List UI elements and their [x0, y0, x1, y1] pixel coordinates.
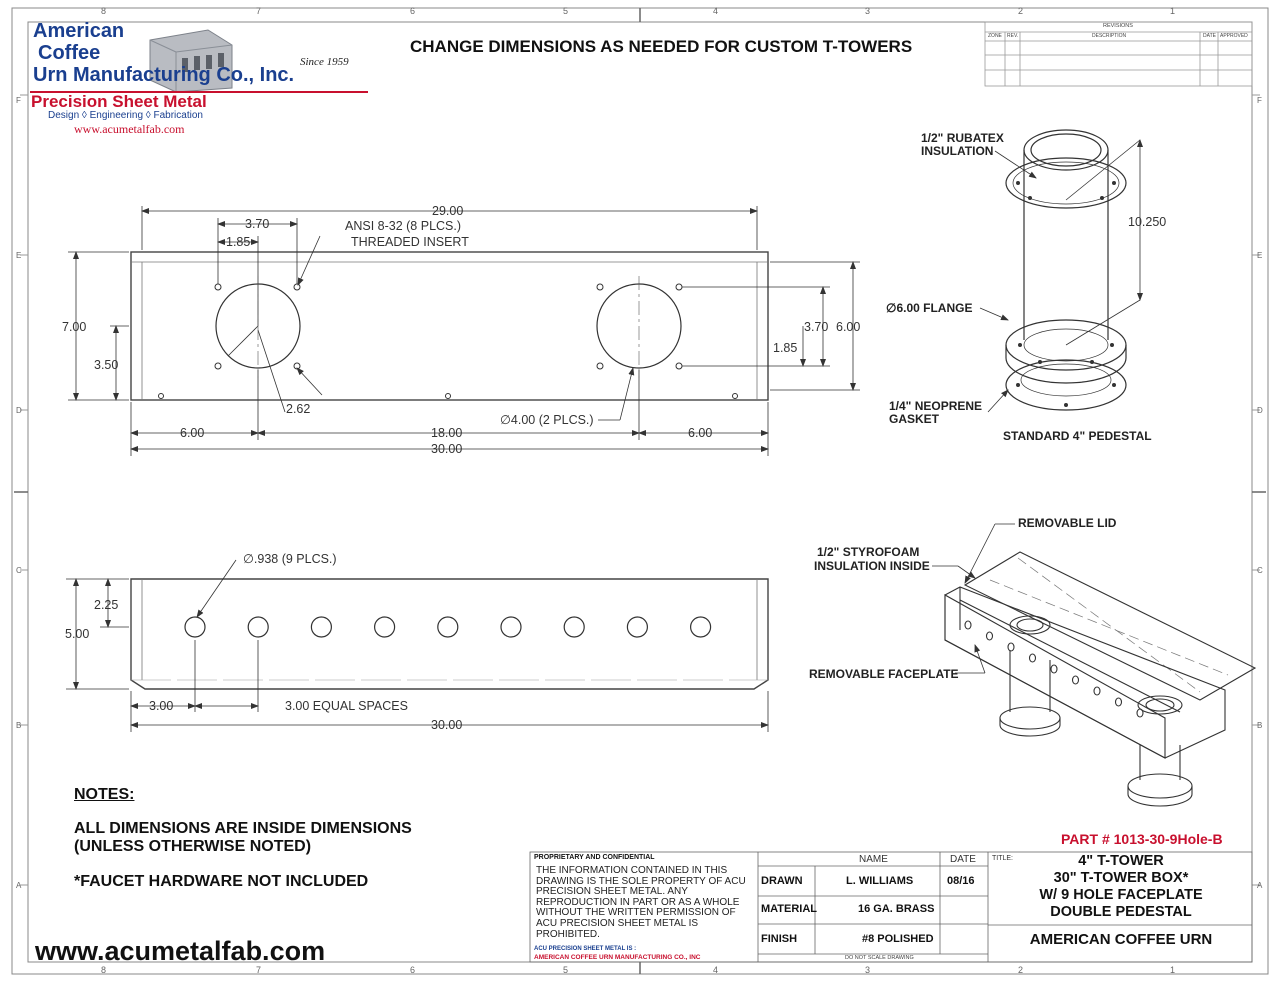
prop-foot-1: ACU PRECISION SHEET METAL IS : — [534, 946, 637, 952]
faceplate-hole — [185, 617, 205, 637]
iso-faceplate-hole — [987, 632, 993, 640]
label-styrofoam-2: INSULATION INSIDE — [814, 559, 930, 573]
dim-overall-top: 29.00 — [432, 204, 464, 218]
title-header: TITLE: — [992, 855, 1014, 862]
faceplate-hole — [501, 617, 521, 637]
zone-ticks — [20, 95, 1260, 885]
page-title: CHANGE DIMENSIONS AS NEEDED FOR CUSTOM T-TOWERS — [410, 37, 913, 56]
finish-value: #8 POLISHED — [862, 933, 934, 945]
label-styrofoam: 1/2" STYROFOAM — [817, 545, 920, 559]
faceplate-hole — [627, 617, 647, 637]
notes-line-3: *FAUCET HARDWARE NOT INCLUDED — [74, 873, 369, 890]
faceplate-hole — [564, 617, 584, 637]
iso-faceplate-hole — [1051, 665, 1057, 673]
prop-foot-2: AMERICAN COFFEE URN MANUFACTURING CO., INC — [534, 954, 701, 961]
label-insulation: 1/2" RUBATEX — [921, 131, 1004, 145]
iso-faceplate-hole — [965, 621, 971, 629]
label-gasket-2: GASKET — [889, 412, 940, 426]
logo-line-3: Urn Manufacturing Co., Inc. — [33, 64, 295, 86]
revisions-table — [985, 22, 1252, 86]
insert-note-2: THREADED INSERT — [351, 235, 469, 249]
dim-hole-dia: ∅4.00 (2 PLCS.) — [500, 413, 594, 427]
dim-overall-bottom: 30.00 — [431, 442, 463, 456]
faceplate-hole — [311, 617, 331, 637]
faceplate-hole — [375, 617, 395, 637]
dim-center-spacing: 18.00 — [431, 426, 463, 440]
dim-first-hole: 3.00 — [149, 699, 174, 713]
iso-box-view — [932, 524, 1255, 806]
iso-faceplate-hole — [1008, 643, 1014, 651]
border-zone-bottom: 8 7 6 5 4 3 2 1 — [101, 965, 1176, 975]
dim-faceplate-height: 5.00 — [65, 627, 90, 641]
company-name: AMERICAN COFFEE URN — [1029, 931, 1213, 948]
notes-heading: NOTES: — [74, 786, 135, 803]
faceplate-hole — [438, 617, 458, 637]
dim-equal-spaces: 3.00 EQUAL SPACES — [285, 699, 408, 713]
title-line-2: 30" T-TOWER BOX* — [1053, 870, 1189, 886]
logo-since: Since 1959 — [300, 56, 349, 68]
part-number: PART # 1013-30-9Hole-B — [1061, 831, 1223, 847]
iso-faceplate-hole — [1073, 676, 1079, 684]
notes-line-2: (UNLESS OTHERWISE NOTED) — [74, 838, 312, 855]
logo-line-1: American — [33, 20, 125, 42]
title-line-1: 4" T-TOWER — [1078, 853, 1164, 869]
label-gasket: 1/4" NEOPRENE — [889, 399, 983, 413]
border-zone-top: 8 7 6 5 4 3 2 1 — [101, 6, 1176, 16]
label-flange: ∅6.00 FLANGE — [886, 301, 973, 315]
label-removable-faceplate: REMOVABLE FACEPLATE — [809, 667, 959, 681]
iso-faceplate-hole — [1094, 687, 1100, 695]
faceplate-hole-note: ∅.938 (9 PLCS.) — [243, 552, 337, 566]
dim-hole-half: 1.85 — [226, 235, 251, 249]
dim-half-height: 3.50 — [94, 358, 119, 372]
insert-note-1: ANSI 8-32 (8 PLCS.) — [345, 219, 462, 233]
date-header: DATE — [950, 854, 976, 865]
drawn-label: DRAWN — [761, 875, 803, 887]
dim-radius: 2.62 — [286, 402, 311, 416]
footer-url[interactable]: www.acumetalfab.com — [35, 936, 326, 966]
dim-inner-height: 6.00 — [836, 320, 861, 334]
drawing-title — [990, 853, 1252, 921]
dim-right-half: 1.85 — [773, 341, 798, 355]
finish-label: FINISH — [761, 933, 798, 945]
logo-line-2: Coffee — [38, 42, 101, 64]
dim-hole-spacing: 3.70 — [245, 217, 270, 231]
dim-height: 7.00 — [62, 320, 87, 334]
prop-heading: PROPRIETARY AND CONFIDENTIAL — [534, 854, 655, 861]
title-line-4: DOUBLE PEDESTAL — [1050, 904, 1192, 920]
dim-hole-center: 2.25 — [94, 598, 119, 612]
dim-faceplate-overall: 30.00 — [431, 718, 463, 732]
faceplate-hole — [248, 617, 268, 637]
material-label: MATERIAL — [761, 903, 818, 915]
drawn-name: L. WILLIAMS — [846, 875, 914, 887]
logo-tagline: Design ◊ Engineering ◊ Fabrication — [48, 110, 203, 121]
material-value: 16 GA. BRASS — [858, 903, 935, 915]
no-scale-note: DO NOT SCALE DRAWING — [845, 955, 914, 961]
iso-faceplate-hole — [1030, 654, 1036, 662]
front-view-dims — [62, 204, 860, 456]
prop-text: THE INFORMATION CONTAINED IN THIS DRAWING IS THE SOLE PROPERTY OF ACU PRECISION SHEET METAL. ANY REPRODUCTION IN PART OR AS A WHOLE WITHOUT THE WRITTEN PERMISSION OF ACU PRECISION SHEET METAL IS PROHIBITED. — [536, 865, 746, 940]
dim-pedestal-height: 10.250 — [1128, 215, 1167, 229]
notes-line-1: ALL DIMENSIONS ARE INSIDE DIMENSIONS — [74, 820, 412, 837]
title-line-3: W/ 9 HOLE FACEPLATE — [1039, 887, 1203, 903]
drawn-date: 08/16 — [947, 875, 975, 887]
faceplate-holes — [185, 617, 711, 637]
name-header: NAME — [859, 854, 888, 865]
dim-right-spacing: 3.70 — [804, 320, 829, 334]
dim-right-offset: 6.00 — [688, 426, 713, 440]
faceplate-hole — [691, 617, 711, 637]
logo-site[interactable]: www.acumetalfab.com — [74, 122, 185, 136]
iso-faceplate-hole — [1116, 698, 1122, 706]
dim-left-offset: 6.00 — [180, 426, 205, 440]
pedestal-caption: STANDARD 4" PEDESTAL — [1003, 429, 1152, 443]
pedestal-view — [980, 130, 1140, 412]
label-removable-lid: REMOVABLE LID — [1018, 516, 1117, 530]
label-insulation-2: INSULATION — [921, 144, 994, 158]
logo-psm: Precision Sheet Metal — [31, 92, 207, 111]
